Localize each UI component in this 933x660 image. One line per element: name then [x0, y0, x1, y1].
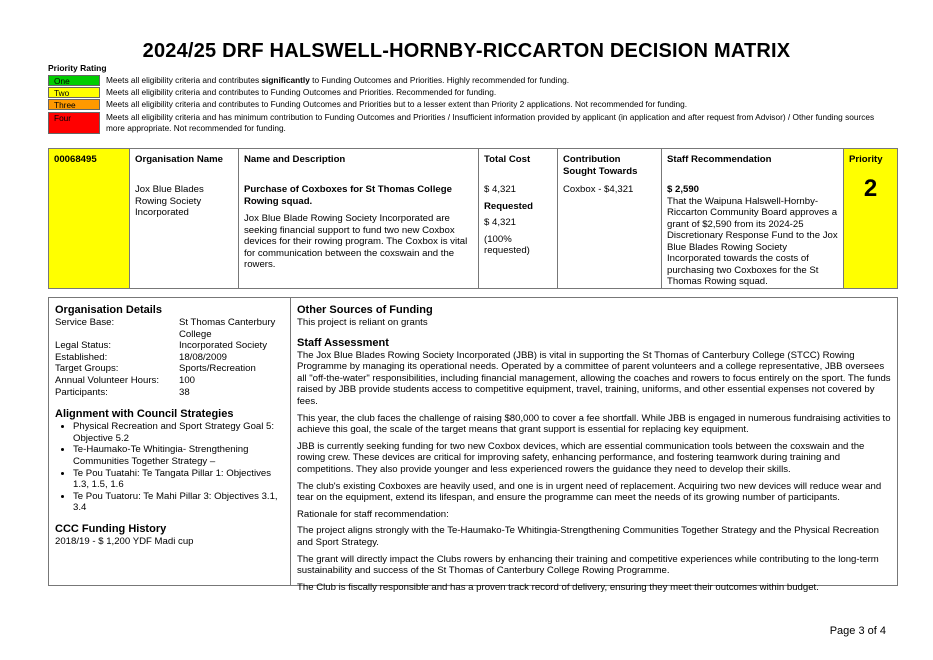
- total-cost-cell: [479, 149, 558, 288]
- priority-desc-one: Meets all eligibility criteria and contributes significantly to Funding Outcomes and Priorities. Highly recommended for funding.: [106, 75, 570, 85]
- assessment-paragraph: JBB is currently seeking funding for two new Coxbox devices, which are essential communication tools between the coxswain and the rowing crew. These devices are critical for improving safety, enhancing performance, and fostering teamwork during training and competitions. They also provide younger and less experienced rowers the guidance they need to develop their skills.: [297, 440, 865, 475]
- total-cost-value: $ 4,321: [484, 184, 517, 195]
- priority-desc-two: Meets all eligibility criteria and contributes to Funding Outcomes and Priorities. Recommended for funding.: [106, 87, 497, 97]
- application-table: [48, 148, 898, 289]
- list-item: • Te-Haumako-Te Whitingia- Strengthening Communities Together Strategy –: [73, 444, 284, 467]
- priority-row-three: [48, 99, 688, 110]
- list-item: • Te Pou Tuatahi: Te Tangata Pillar 1: Objectives 1.3, 1.5, 1.6: [73, 468, 284, 491]
- requested-label: Requested: [484, 200, 534, 212]
- assessment-paragraph: This year, the club faces the challenge of raising $80,000 to cover a fee shortfall. While JBB is engaged in numerous fundraising activities to achieve this goal, the scale of the target means that grant support is essential for replacing key equipment.: [297, 412, 891, 436]
- staff-recommendation-amount: $ 2,590: [667, 184, 700, 195]
- page-number: Page 3 of 4: [829, 625, 886, 637]
- priority-swatch-four: Four: [48, 112, 100, 134]
- org-name-cell: [130, 149, 239, 288]
- contribution-cell: [558, 149, 662, 288]
- right-panel: [291, 298, 897, 593]
- priority-desc-three: Meets all eligibility criteria and contributes to Funding Outcomes and Priorities but to a lesser extent than Priority 2 applications. Not recommended for funding.: [106, 99, 688, 109]
- details-box: [48, 297, 898, 593]
- assessment-paragraph: The Jox Blue Blades Rowing Society Incorporated (JBB) is vital in supporting the St Thomas of Canterbury College (STCC) Rowing Programme by managing its operational needs. Operated by a committee of parent volunteers and a college representative, JBB oversees all "off-the-water" responsibilities, including financial management, allowing the coaches and rowers to focus entirely on the sport. The funds raised by JBB provide students access to competitive equipment, travel, training, uniforms, and other essential expenses not covered by fees.: [297, 349, 891, 407]
- org-detail-row: Participants: 38: [55, 386, 190, 398]
- priority-value: 2: [863, 175, 878, 202]
- assessment-paragraph: The grant will directly impact the Clubs rowers by enhancing their training and competitive experiences while contributing to the long-term sustainability and success of the St Thomas of Canterbury College Rowing Programme.: [297, 553, 879, 577]
- priority-header: Priority: [849, 154, 883, 165]
- rationale-label: Rationale for staff recommendation:: [297, 508, 449, 520]
- application-id-cell: [49, 149, 130, 288]
- requested-amount: $ 4,321: [484, 217, 517, 228]
- funding-history-heading: CCC Funding History: [55, 522, 167, 535]
- priority-swatch-three: Three: [48, 99, 100, 110]
- priority-rating-heading: Priority Rating: [48, 63, 107, 73]
- contribution-header: Contribution Sought Towards: [563, 154, 638, 177]
- list-item: • Physical Recreation and Sport Strategy Goal 5: Objective 5.2: [73, 421, 284, 444]
- org-details-heading: Organisation Details: [55, 304, 162, 316]
- project-description: Jox Blue Blade Rowing Society Incorporated are seeking financial support to fund two new Coxbox devices for their rowing program. The Coxbox is vital for communication between the coxswain and the rowers.: [244, 213, 468, 270]
- priority-cell: [844, 149, 897, 288]
- org-detail-row: Established: 18/08/2009: [55, 351, 228, 363]
- assessment-paragraph: The Club is fiscally responsible and has a proven track record of delivery, ensuring they meet their outcomes within budget.: [297, 581, 819, 593]
- priority-row-one: [48, 75, 570, 86]
- org-name-header: Organisation Name: [135, 154, 223, 165]
- assessment-paragraph: The club's existing Coxboxes are heavily used, and one is in urgent need of replacement. Acquiring two new devices will reduce wear and tear on the equipment, extend its lifespan, and ensure the programme can meet the needs of its growing number of participants.: [297, 480, 882, 504]
- document-title: 2024/25 DRF HALSWELL-HORNBY-RICCARTON DECISION MATRIX: [142, 40, 791, 62]
- org-detail-row: Legal Status: Incorporated Society: [55, 340, 267, 352]
- priority-row-four: [48, 112, 875, 134]
- alignment-list: [55, 421, 284, 514]
- list-item: • Te Pou Tuatoru: Te Mahi Pillar 3: Objectives 3.1, 3.4: [73, 491, 284, 514]
- staff-recommendation-header: Staff Recommendation: [667, 154, 772, 165]
- other-sources-text: This project is reliant on grants: [297, 317, 428, 328]
- funding-history-text: 2018/19 - $ 1,200 YDF Madi cup: [55, 535, 194, 547]
- name-description-cell: [239, 149, 479, 288]
- priority-swatch-two: Two: [48, 87, 100, 98]
- left-panel: [49, 298, 291, 585]
- priority-swatch-one: One: [48, 75, 100, 86]
- project-title: Purchase of Coxboxes for St Thomas College Rowing squad.: [244, 184, 452, 207]
- org-detail-row: Service Base: St Thomas Canterbury College: [55, 317, 276, 340]
- total-cost-header: Total Cost: [484, 154, 531, 165]
- org-detail-row: Target Groups: Sports/Recreation: [55, 363, 256, 375]
- other-sources-heading: Other Sources of Funding: [297, 304, 433, 316]
- priority-row-two: [48, 87, 497, 98]
- requested-percent: (100% requested): [484, 233, 530, 256]
- staff-recommendation-cell: [662, 149, 844, 288]
- contribution-value: Coxbox - $4,321: [563, 184, 634, 195]
- name-description-header: Name and Description: [244, 154, 346, 165]
- application-id: 00068495: [54, 154, 97, 165]
- priority-desc-four: Meets all eligibility criteria and has minimum contribution to Funding Outcomes and Priorities / Insufficient information provided by applicant (in application and after request from Advisor) / Other funding sources more appropriate. Not recommended for funding.: [106, 112, 875, 133]
- staff-recommendation-text: That the Waipuna Halswell-Hornby-Riccarton Community Board approves a grant of $2,590 from its 2024-25 Discretionary Response Fund to the Jox Blue Blades Rowing Society Incorporated towards the costs of purchasing two Coxboxes for the St Thomas Rowing squad.: [667, 195, 838, 287]
- staff-assessment-heading: Staff Assessment: [297, 336, 389, 349]
- assessment-paragraph: The project aligns strongly with the Te-Haumako-Te Whitingia-Strengthening Communities Together Strategy and the Physical Recreation and Sport Strategy.: [297, 525, 879, 548]
- org-name: Jox Blue Blades Rowing Society Incorporated: [135, 184, 204, 218]
- alignment-heading: Alignment with Council Strategies: [55, 408, 234, 421]
- org-detail-row: Annual Volunteer Hours: 100: [55, 374, 196, 386]
